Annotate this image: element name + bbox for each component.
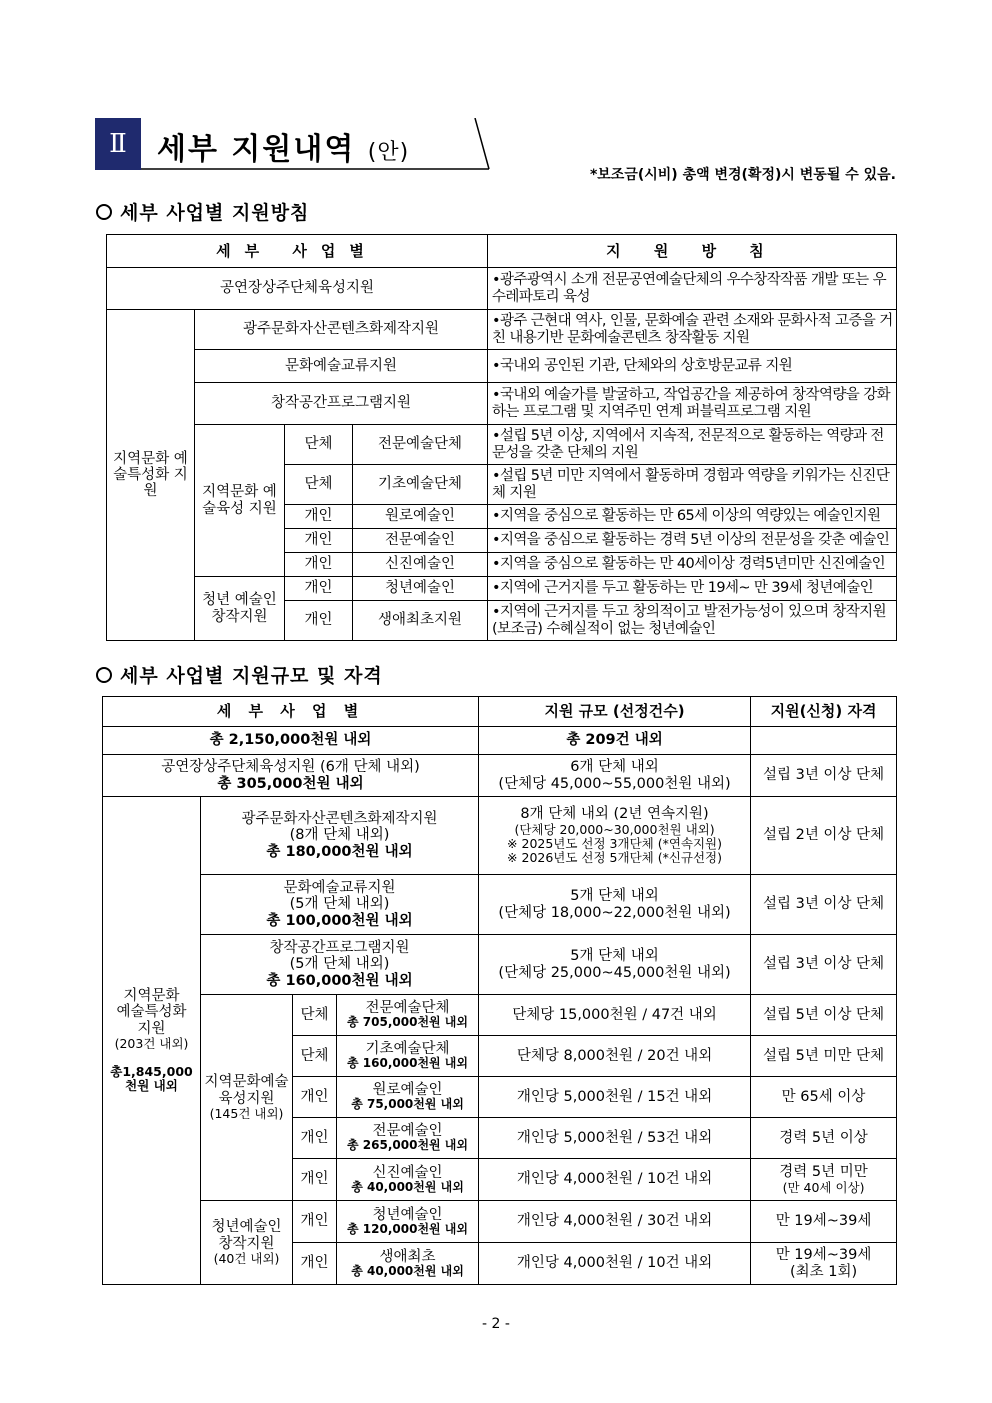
- row-name-cell: [337, 1243, 479, 1285]
- scale-line: 8개 단체 내외 (2년 연속지원): [520, 806, 709, 823]
- section-header: [95, 118, 495, 170]
- program-amount: 총 305,000천원 내외: [217, 775, 364, 792]
- row-name: 원로예술인: [372, 1082, 443, 1099]
- row-type: 단체: [285, 465, 353, 505]
- row-type: 개인: [293, 1159, 337, 1201]
- sub-youth: 청년 예술인 창작지원: [195, 577, 285, 641]
- program-cell: [201, 797, 479, 875]
- policy-text: •지역에 근거지를 두고 활동하는 만 19세~ 만 39세 청년예술인: [488, 577, 897, 601]
- row-amount: 총 265,000천원 내외: [347, 1138, 468, 1153]
- group-line: 예술특성화: [116, 1004, 187, 1021]
- table-row: [103, 995, 897, 1036]
- col-header-program: 세부 사업별: [107, 235, 488, 268]
- subheading-policy: 세부 사업별 지원방침: [96, 198, 309, 225]
- scale-cell: [479, 935, 751, 995]
- row-type: 개인: [285, 505, 353, 529]
- table-row: [107, 425, 897, 465]
- program-amount: 총 100,000천원 내외: [266, 912, 413, 929]
- program-sub: (5개 단체 내외): [289, 956, 390, 973]
- scale-line: 6개 단체 내외: [570, 759, 659, 776]
- col-header-qualification: 지원(신청) 자격: [751, 697, 897, 727]
- row-scale: 개인당 5,000천원 / 15건 내외: [479, 1077, 751, 1118]
- qualification-cell: [751, 1243, 897, 1285]
- program-name: 광주문화자산콘텐츠화제작지원: [195, 310, 488, 350]
- row-amount: 총 40,000천원 내외: [351, 1179, 464, 1194]
- row-type: 단체: [293, 995, 337, 1036]
- qualification: 설립 2년 이상 단체: [751, 797, 897, 875]
- scale-line: (단체당 18,000~22,000천원 내외): [498, 904, 731, 921]
- row-amount: 총 705,000천원 내외: [347, 1015, 468, 1030]
- table-row: [103, 755, 897, 797]
- policy-text: •지역을 중심으로 활동하는 경력 5년 이상의 전문성을 갖춘 예술인: [488, 529, 897, 553]
- table-row: [103, 935, 897, 995]
- group-count: (203건 내외): [114, 1035, 189, 1051]
- qualification: 설립 3년 이상 단체: [751, 875, 897, 935]
- sub-line: 청년예술인: [211, 1219, 282, 1236]
- row-type: 개인: [285, 529, 353, 553]
- group-line: 지원: [137, 1020, 166, 1037]
- qualification-note: (만 40세 이상): [782, 1179, 865, 1195]
- row-amount: 총 75,000천원 내외: [351, 1097, 464, 1112]
- scale-line: ※ 2025년도 선정 3개단체 (*연속지원): [507, 835, 723, 851]
- policy-text: •지역에 근거지를 두고 창의적이고 발전가능성이 있으며 창작지원(보조금) 수혜실적이 없는 청년예술인: [488, 601, 897, 641]
- row-scale: 단체당 15,000천원 / 47건 내외: [479, 995, 751, 1036]
- total-count: 총 209건 내외: [479, 727, 751, 755]
- table-row: [107, 268, 897, 310]
- subheading-scale: 세부 사업별 지원규모 및 자격: [96, 661, 383, 688]
- row-name: 청년예술인: [372, 1206, 443, 1223]
- policy-text: •지역을 중심으로 활동하는 만 40세이상 경력5년미만 신진예술인: [488, 553, 897, 577]
- program-name: 공연장상주단체육성지원: [107, 268, 488, 310]
- qualification: 만 65세 이상: [751, 1077, 897, 1118]
- policy-text: •설립 5년 이상, 지역에서 지속적, 전문적으로 활동하는 역량과 전문성을 갖춘 단체의 지원: [488, 425, 897, 465]
- scale-cell: [479, 755, 751, 797]
- sub-line: 지역문화예술: [204, 1074, 289, 1091]
- row-name-cell: [337, 995, 479, 1036]
- program-cell: [201, 875, 479, 935]
- row-type: 개인: [293, 1201, 337, 1243]
- sub-count: (40건 내외): [213, 1250, 280, 1266]
- program-name: 창작공간프로그램지원: [269, 940, 410, 957]
- total-row: [103, 727, 897, 755]
- qualification-cell: [751, 1159, 897, 1201]
- table-row: [107, 383, 897, 425]
- scale-cell: [479, 797, 751, 875]
- row-scale: 단체당 8,000천원 / 20건 내외: [479, 1036, 751, 1077]
- row-amount: 총 40,000천원 내외: [351, 1263, 464, 1278]
- qualification: 설립 3년 이상 단체: [751, 935, 897, 995]
- circle-bullet-icon: [96, 204, 112, 220]
- title-suffix: (안): [367, 140, 410, 165]
- program-sub: (8개 단체 내외): [289, 827, 390, 844]
- sub-youth: [201, 1201, 293, 1285]
- row-name: 전문예술단체: [353, 425, 488, 465]
- scale-table: [102, 696, 897, 1285]
- group-amount: 총1,845,000천원 내외: [110, 1063, 193, 1093]
- row-name: 원로예술인: [353, 505, 488, 529]
- group-line: 지역문화: [123, 988, 180, 1005]
- table-row: [103, 797, 897, 875]
- section-title: 세부 지원내역 (안): [157, 132, 410, 167]
- row-scale: 개인당 5,000천원 / 53건 내외: [479, 1118, 751, 1159]
- col-header-program: 세 부 사 업 별: [103, 697, 479, 727]
- table-row: [103, 1201, 897, 1243]
- row-name: 신진예술인: [353, 553, 488, 577]
- qualification-note: (최초 1회): [789, 1263, 858, 1280]
- row-type: 개인: [285, 601, 353, 641]
- scale-line: (단체당 20,000~30,000천원 내외): [514, 821, 715, 837]
- row-name-cell: [337, 1118, 479, 1159]
- qualification: 만 19세~39세: [751, 1201, 897, 1243]
- sub-line: 창작지원: [218, 1235, 275, 1252]
- program-cell: [201, 935, 479, 995]
- row-name: 생애최초지원: [353, 601, 488, 641]
- program-name: 문화예술교류지원: [283, 880, 396, 897]
- row-scale: 개인당 4,000천원 / 10건 내외: [479, 1243, 751, 1285]
- scale-line: 5개 단체 내외: [570, 888, 659, 905]
- qualification: 경력 5년 미만: [779, 1164, 868, 1181]
- row-type: 개인: [285, 577, 353, 601]
- col-header-policy: 지 원 방 침: [488, 235, 897, 268]
- row-name: 생애최초: [379, 1248, 436, 1265]
- table-row: [107, 577, 897, 601]
- sub-count: (145건 내외): [209, 1105, 284, 1121]
- scale-line: ※ 2026년도 선정 5개단체 (*신규선정): [507, 849, 723, 865]
- row-name: 전문예술인: [353, 529, 488, 553]
- table-row: [103, 875, 897, 935]
- row-type: 단체: [293, 1036, 337, 1077]
- sub-regional: 지역문화 예술육성 지원: [195, 425, 285, 577]
- row-name-cell: [337, 1036, 479, 1077]
- group-regional: [103, 797, 201, 1285]
- row-name-cell: [337, 1077, 479, 1118]
- qualification: 경력 5년 이상: [751, 1118, 897, 1159]
- row-name: 전문예술단체: [365, 1000, 450, 1017]
- program-name: 창작공간프로그램지원: [195, 383, 488, 425]
- row-name-cell: [337, 1201, 479, 1243]
- row-amount: 총 120,000천원 내외: [347, 1221, 468, 1236]
- row-name: 전문예술인: [372, 1123, 443, 1140]
- sub-regional: [201, 995, 293, 1201]
- policy-text: •광주광역시 소개 전문공연예술단체의 우수창작작품 개발 또는 우수레파토리 육성: [488, 268, 897, 310]
- scale-line: (단체당 45,000~55,000천원 내외): [498, 775, 731, 792]
- qualification: 만 19세~39세: [775, 1247, 872, 1264]
- table-row: [107, 350, 897, 383]
- subsidy-note: *보조금(시비) 총액 변경(확정)시 변동될 수 있음.: [589, 167, 896, 183]
- row-type: 개인: [293, 1243, 337, 1285]
- qualification: 설립 5년 미만 단체: [751, 1036, 897, 1077]
- row-scale: 개인당 4,000천원 / 30건 내외: [479, 1201, 751, 1243]
- policy-text: •지역을 중심으로 활동하는 만 65세 이상의 역량있는 예술인지원: [488, 505, 897, 529]
- program-name: 공연장상주단체육성지원 (6개 단체 내외): [161, 759, 420, 776]
- row-name: 기초예술단체: [353, 465, 488, 505]
- row-type: 개인: [293, 1077, 337, 1118]
- empty-cell: [751, 727, 897, 755]
- row-amount: 총 160,000천원 내외: [347, 1056, 468, 1071]
- row-name: 신진예술인: [372, 1164, 443, 1181]
- program-name: 광주문화자산콘텐츠화제작지원: [241, 811, 438, 828]
- policy-text: •국내외 공인된 기관, 단체와의 상호방문교류 지원: [488, 350, 897, 383]
- table-row: [107, 310, 897, 350]
- qualification: 설립 5년 이상 단체: [751, 995, 897, 1036]
- row-type: 개인: [293, 1118, 337, 1159]
- program-sub: (5개 단체 내외): [289, 896, 390, 913]
- row-name: 청년예술인: [353, 577, 488, 601]
- policy-text: •국내외 예술가를 발굴하고, 작업공간을 제공하여 창작역량을 강화하는 프로그램 및 지역주민 연계 퍼블릭프로그램 지원: [488, 383, 897, 425]
- row-scale: 개인당 4,000천원 / 10건 내외: [479, 1159, 751, 1201]
- policy-table: [106, 234, 897, 641]
- program-amount: 총 180,000천원 내외: [266, 843, 413, 860]
- program-amount: 총 160,000천원 내외: [266, 972, 413, 989]
- program-name: 문화예술교류지원: [195, 350, 488, 383]
- section-numeral: Ⅱ: [95, 118, 141, 170]
- col-header-scale: 지원 규모 (선정건수): [479, 697, 751, 727]
- page-number: - 2 -: [482, 1316, 510, 1332]
- scale-line: 5개 단체 내외: [570, 948, 659, 965]
- policy-text: •설립 5년 미만 지역에서 활동하며 경험과 역량을 키워가는 신진단체 지원: [488, 465, 897, 505]
- total-amount: 총 2,150,000천원 내외: [103, 727, 479, 755]
- row-name: 기초예술단체: [365, 1041, 450, 1058]
- program-cell: [103, 755, 479, 797]
- sub-line: 육성지원: [218, 1090, 275, 1107]
- qualification: 설립 3년 이상 단체: [751, 755, 897, 797]
- group-regional: 지역문화 예술특성화 지원: [107, 310, 195, 641]
- policy-text: •광주 근현대 역사, 인물, 문화예술 관련 소재와 문화사적 고증을 거친 내용기반 문화예술콘텐츠 창작활동 지원: [488, 310, 897, 350]
- scale-cell: [479, 875, 751, 935]
- scale-line: (단체당 25,000~45,000천원 내외): [498, 964, 731, 981]
- row-type: 개인: [285, 553, 353, 577]
- row-name-cell: [337, 1159, 479, 1201]
- circle-bullet-icon: [96, 667, 112, 683]
- row-type: 단체: [285, 425, 353, 465]
